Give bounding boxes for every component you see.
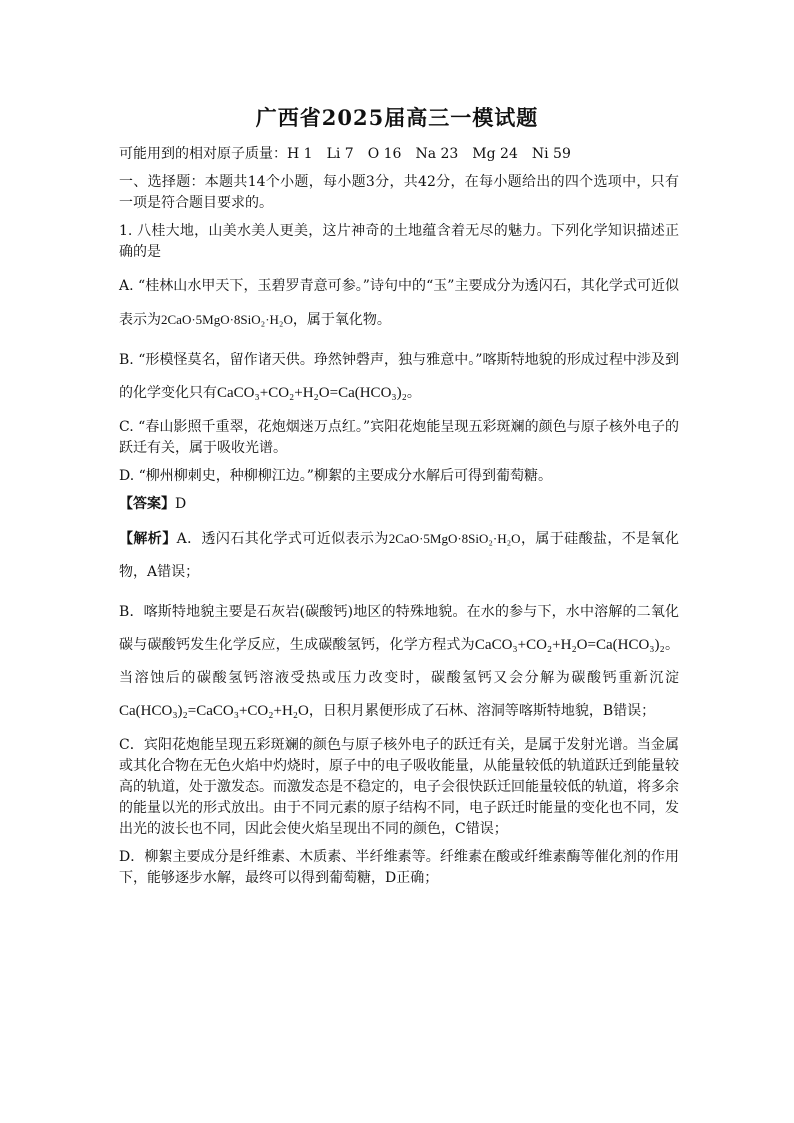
- analysis-b-text1: B．喀斯特地貌主要是石灰岩(碳酸钙)地区的特殊地貌。在水的参与下，水中溶解的二氧化碳与碳酸钙发生化学反应，生成碳酸氢钙，化学方程式为: [119, 604, 679, 653]
- answer-value: D: [175, 496, 187, 512]
- analysis-b-text3: ，日积月累便形成了石林、溶洞等喀斯特地貌，B错误；: [308, 703, 656, 719]
- atomic-masses: 可能用到的相对原子质量：H 1 Li 7 O 16 Na 23 Mg 24 Ni 59: [119, 146, 571, 162]
- option-c: C. “春山影照千重翠，花炮烟迷万点红。”宾阳花炮能呈现五彩斑斓的颜色与原子核外电子的跃迁有关，属于吸收光谱。: [119, 419, 679, 456]
- option-b: [119, 344, 679, 410]
- option-a-tail: ，属于氧化物。: [292, 312, 391, 328]
- analysis-b-text2: 。当溶蚀后的碳酸氢钙溶液受热或压力改变时，碳酸氢钙又会分解为碳酸钙重新沉淀: [119, 637, 680, 686]
- analysis-b-formula1: CaCO₃+CO₂+H₂O=Ca(HCO₃)₂: [474, 637, 665, 653]
- analysis-a-tail: ，属于硅酸盐，不是氧化物，A错误；: [119, 531, 679, 580]
- question-stem: 1. 八桂大地，山美水美人更美，这片神奇的土地蕴含着无尽的魅力。下列化学知识描述正确的是: [119, 223, 679, 260]
- option-a-formula: 2CaO·5MgO·8SiO₂·H₂O: [161, 312, 293, 327]
- analysis-c: C．宾阳花炮能呈现五彩斑斓的颜色与原子核外电子的跃迁有关，是属于发射光谱。当金属或其化合物在无色火焰中灼烧时，原子中的电子吸收能量，从能量较低的轨道跃迁到能量较高的轨道，处于激发态。而激发态是不稳定的，电子会很快跃迁回能量较低的轨道，将多余的能量以光的形式放出。由于不同元素的原子结构不同，电子跃迁时能量的变化也不同，发出光的波长也不同，因此会使火焰呈现出不同的颜色，C错误；: [119, 737, 679, 837]
- analysis-d: D．柳絮主要成分是纤维素、木质素、半纤维素等。纤维素在酸或纤维素酶等催化剂的作用下，能够逐步水解，最终可以得到葡萄糖，D正确；: [119, 849, 679, 886]
- option-b-formula: CaCO₃+CO₂+H₂O=Ca(HCO₃)₂: [217, 385, 407, 401]
- option-b-text: B. “形模怪莫名，留作诸天供。琤然钟磬声，独与雅意中。”喀斯特地貌的形成过程中涉及到的化学变化只有: [119, 352, 679, 401]
- answer-label: 【答案】: [119, 496, 175, 512]
- option-b-tail: 。: [406, 385, 421, 401]
- analysis-label: 【解析】: [119, 531, 177, 547]
- option-a-text: A. “桂林山水甲天下，玉碧罗青意可参。”诗句中的“玉”主要成分为透闪石，其化学式可近似表示为: [119, 278, 679, 328]
- answer-line: [119, 494, 679, 515]
- page-title: 广西省2025届高三一模试题: [255, 105, 539, 130]
- option-a: [119, 270, 679, 337]
- option-d: D. “柳州柳刺史，种柳柳江边。”柳絮的主要成分水解后可得到葡萄糖。: [119, 468, 552, 484]
- analysis-a: [119, 522, 679, 589]
- document-body: [119, 144, 679, 896]
- analysis-b-formula2: Ca(HCO₃)₂=CaCO₃+CO₂+H₂O: [119, 703, 309, 719]
- analysis-a-formula: 2CaO·5MgO·8SiO₂·H₂O: [388, 531, 521, 546]
- analysis-b: [119, 596, 679, 728]
- section-heading: 一、选择题：本题共14个小题，每小题3分，共42分，在每小题给出的四个选项中，只有一项是符合题目要求的。: [119, 174, 679, 211]
- analysis-a-text: A．透闪石其化学式可近似表示为: [176, 531, 389, 547]
